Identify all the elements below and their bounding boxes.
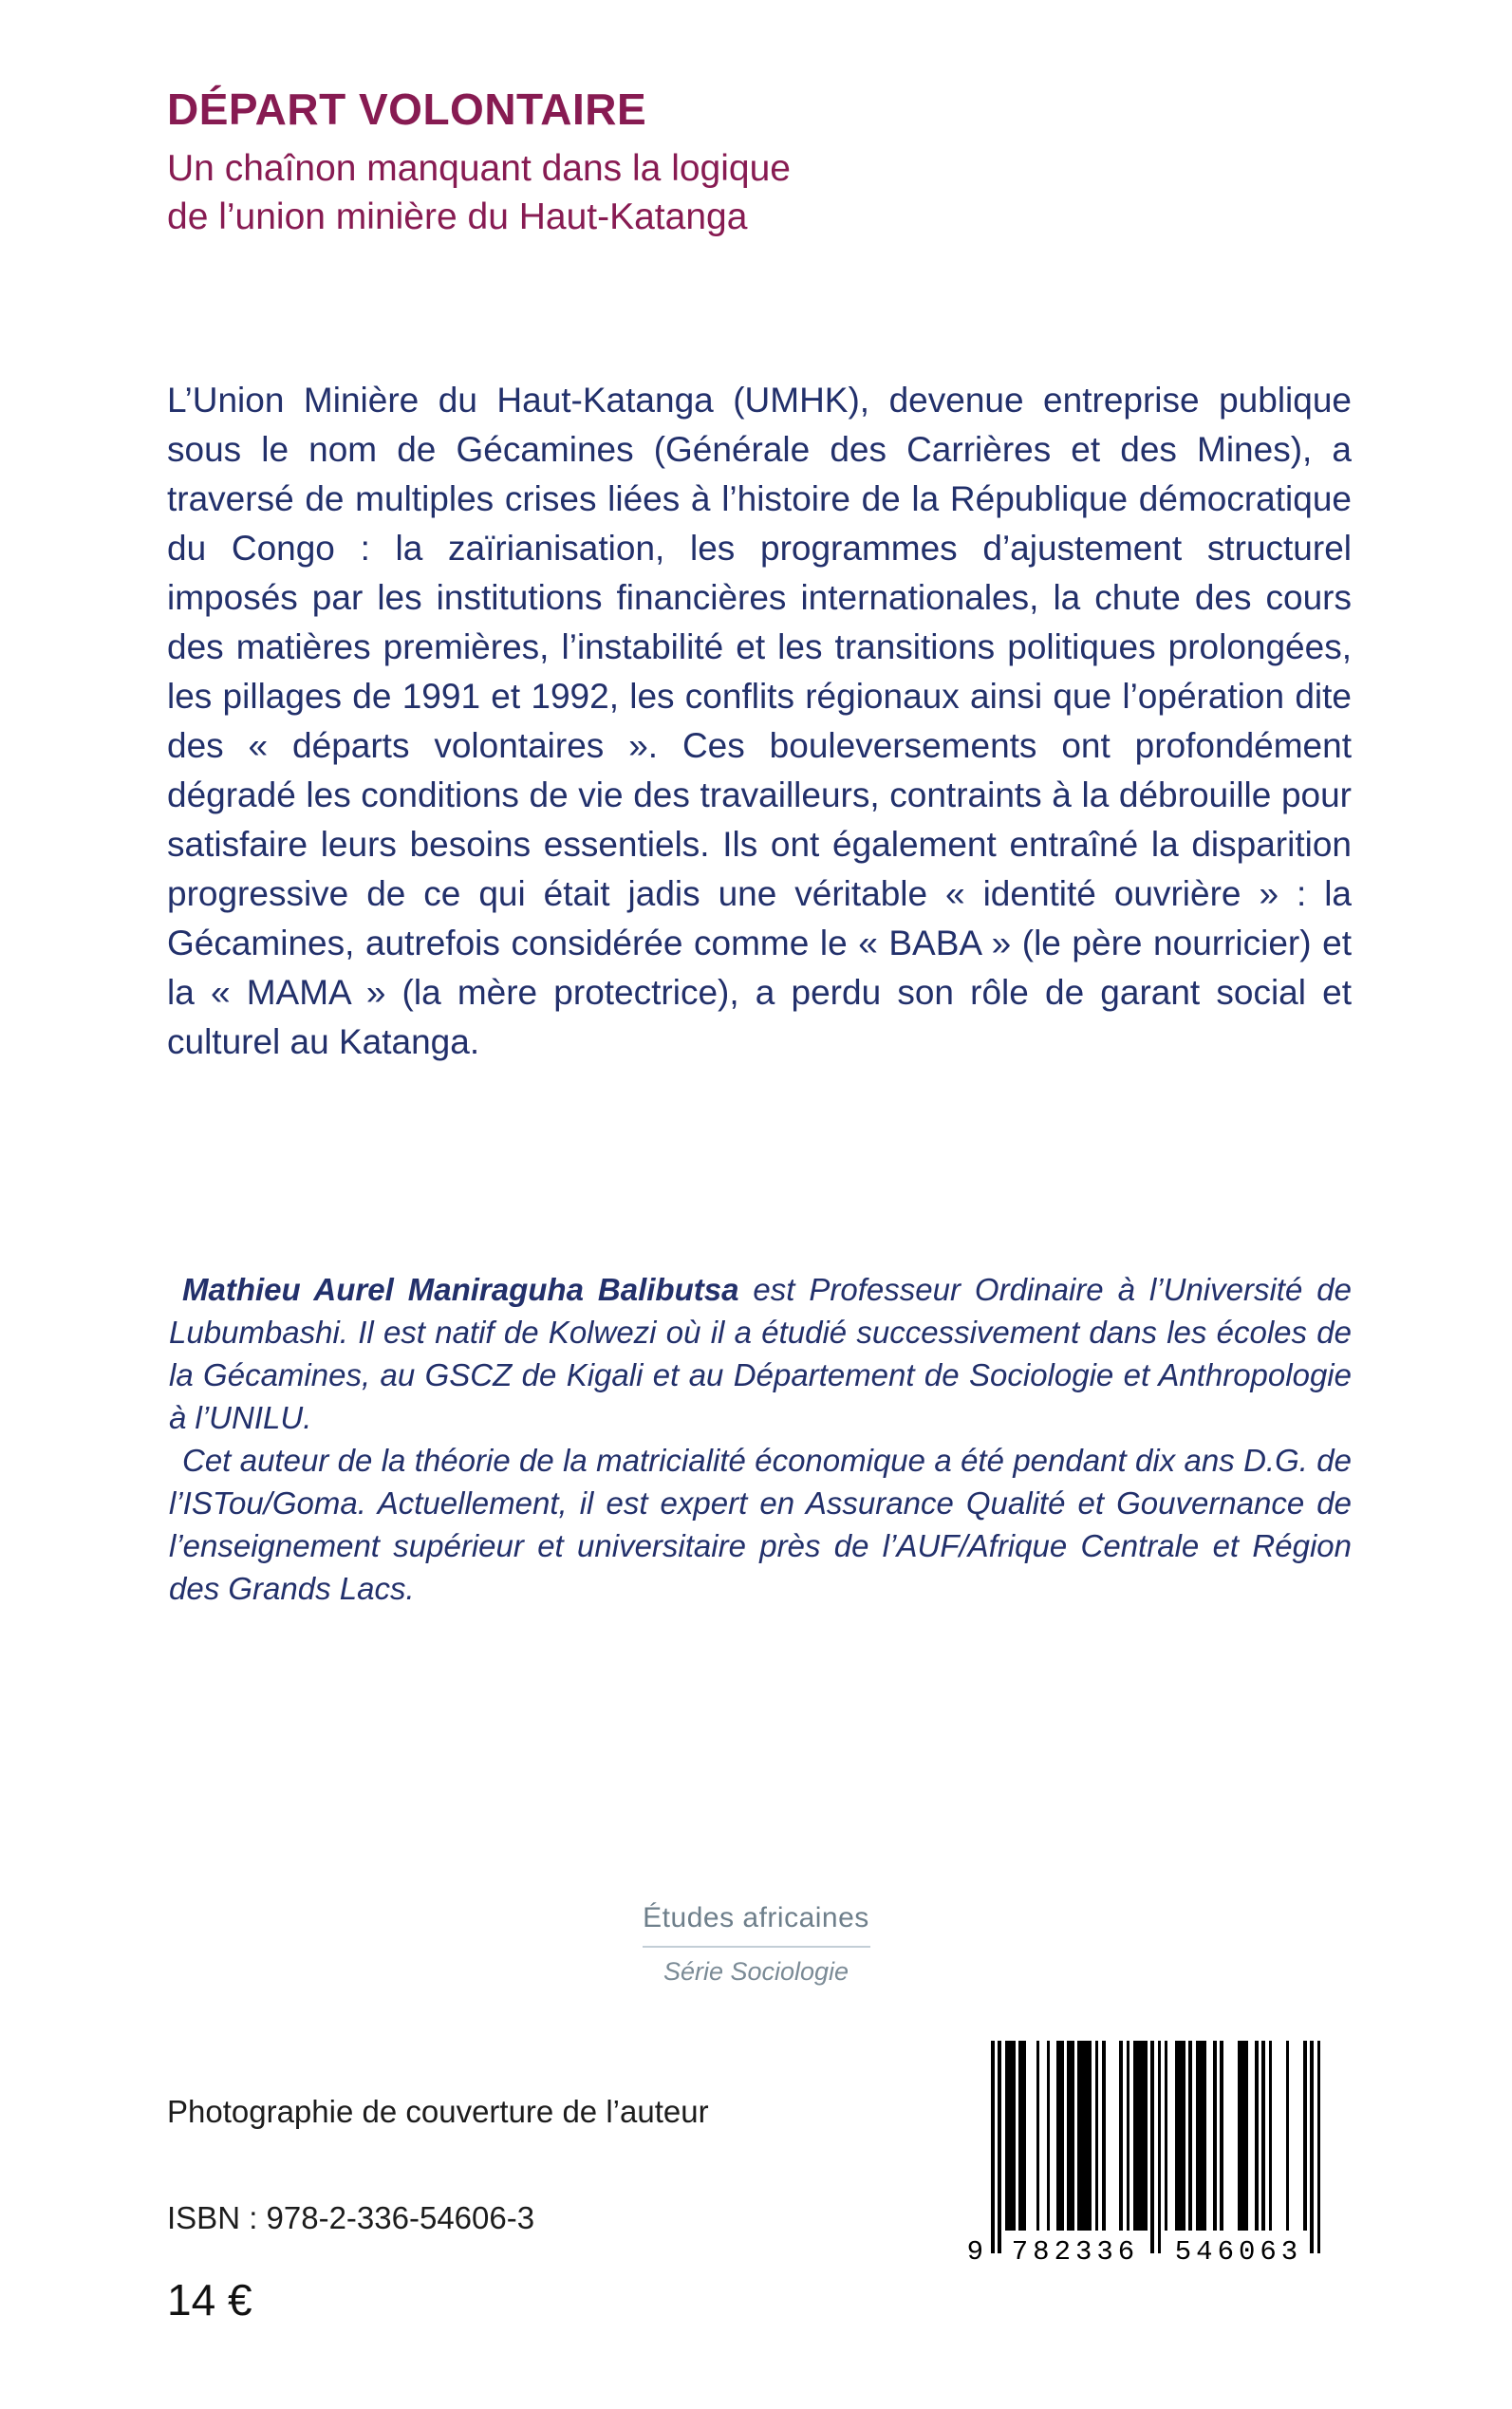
book-subtitle — [167, 144, 791, 241]
collection-name: Études africaines — [643, 1902, 869, 1933]
series-name: Série Sociologie — [663, 1957, 849, 1986]
price: 14 € — [167, 2275, 252, 2325]
barcode-digit-group-1: 9 — [966, 2236, 983, 2268]
barcode-digit-group-3: 546063 — [1174, 2236, 1303, 2268]
barcode-bars — [991, 2041, 1323, 2253]
book-subtitle-line-1: Un chaînon manquant dans la logique — [167, 148, 791, 189]
author-bio-paragraph-2: Cet auteur de la théorie de la matricialité économique a été pendant dix ans D.G. de l’ISTou/Goma. Actuellement, il est expert en Assurance Qualité et Gouvernance de l’enseignement supérieur et universitaire près de l’AUF/Afrique Centrale et Région des Grands Lacs. — [169, 1443, 1352, 1606]
photo-credit: Photographie de couverture de l’auteur — [167, 2094, 709, 2129]
author-bio-paragraph-1-text: est Professeur Ordinaire à l’Université de Lubumbashi. Il est natif de Kolwezi où il a étudié successivement dans les écoles de la Gécamines, au GSCZ de Kigali et au Département de Sociologie et Anthropologie à l’UNILU. — [169, 1272, 1352, 1435]
isbn-number: ISBN : 978-2-336-54606-3 — [167, 2200, 535, 2235]
author-bio-paragraph-1 — [169, 1268, 1352, 1439]
book-title: DÉPART VOLONTAIRE — [167, 84, 647, 134]
synopsis-paragraph: L’Union Minière du Haut-Katanga (UMHK), devenue entreprise publique sous le nom de Gécamines (Générale des Carrières et des Mines), a traversé de multiples crises liées à l’histoire de la République démocratique du Congo : la zaïrianisation, les programmes d’ajustement structurel imposés par les institutions financières internationales, la chute des cours des matières premières, l’instabilité et les transitions politiques prolongées, les pillages de 1991 et 1992, les conflits régionaux ainsi que l’opération dite des « départs volontaires ». Ces bouleversements ont profondément dégradé les conditions de vie des travailleurs, contraints à la débrouille pour satisfaire leurs besoins essentiels. Ils ont également entraîné la disparition progressive de ce qui était jadis une véritable « identité ouvrière » : la Gécamines, autrefois considérée comme le « BABA » (le père nourricier) et la « MAMA » (la mère protectrice), a perdu son rôle de garant social et culturel au Katanga. — [167, 381, 1352, 1061]
barcode-digit-group-2: 782336 — [1011, 2236, 1140, 2268]
series-block — [0, 1902, 1512, 1987]
series-divider-rule — [643, 1946, 870, 1948]
author-name: Mathieu Aurel Maniraguha Balibutsa — [182, 1272, 739, 1307]
book-subtitle-line-2: de l’union minière du Haut-Katanga — [167, 196, 748, 237]
author-bio — [169, 1268, 1352, 1610]
barcode — [966, 2041, 1323, 2288]
barcode-digits — [966, 2236, 1323, 2288]
